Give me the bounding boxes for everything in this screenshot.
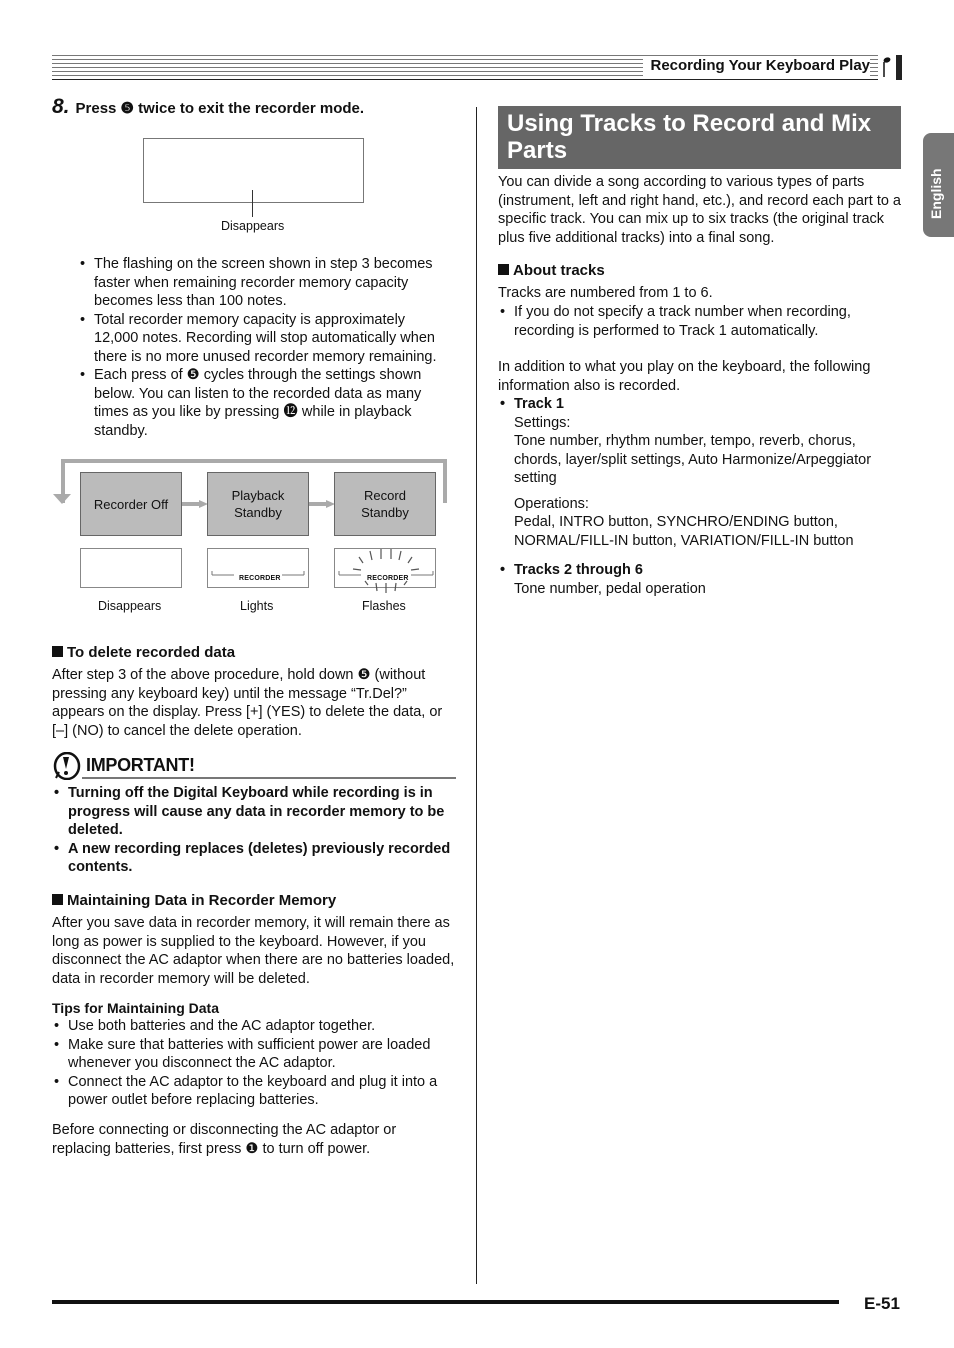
closing-paragraph: Before connecting or disconnecting the AC adaptor or replacing batteries, first press ❶ to turn off power. xyxy=(52,1122,397,1157)
track1-operations-label: Operations: xyxy=(514,495,589,512)
step-number: 8. xyxy=(52,95,70,118)
list-item: • Turning off the Digital Keyboard while recording is in progress will cause any data in recorder memory to be deleted. xyxy=(52,784,456,840)
delete-body: After step 3 of the above procedure, hold down ❺ (without pressing any keyboard key) until the message “Tr.Del?” appears on the display. Press [+] (YES) to delete the data, or [–] (NO) to cancel the delete operation. xyxy=(52,667,443,739)
flow-caption: Flashes xyxy=(362,599,406,613)
tracks26-title: • Tracks 2 through 6 xyxy=(500,562,643,578)
list-item: • Make sure that batteries with sufficient power are loaded whenever you disconnect the AC adaptor. xyxy=(52,1036,456,1073)
important-label: IMPORTANT! xyxy=(86,755,195,775)
list-item: • Each press of ❺ cycles through the settings shown below. You can listen to the recorded data as many times as you like by pressing ⓬ while in playback standby. xyxy=(78,366,450,440)
arrow-right-icon xyxy=(182,500,208,508)
callout-line xyxy=(252,190,253,217)
about-list xyxy=(498,303,902,340)
track1-block xyxy=(498,395,902,550)
lcd-off xyxy=(80,548,182,588)
maintain-body: After you save data in recorder memory, it will remain there as long as power is supplied to the keyboard. However, if you disconnect the AC adaptor when there are no batteries loaded, data in recorder memory will be deleted. xyxy=(52,915,455,987)
square-bullet-icon xyxy=(498,264,509,275)
list-item: • A new recording replaces (deletes) previously recorded contents. xyxy=(52,840,456,877)
important-list xyxy=(52,784,456,877)
step-8 xyxy=(52,95,365,119)
track1-operations: Pedal, INTRO button, SYNCHRO/ENDING button, NORMAL/FILL-IN button, VARIATION/FILL-IN button xyxy=(514,514,854,549)
tips-list xyxy=(52,1017,456,1110)
tracks26-block xyxy=(498,561,902,598)
about-heading: About tracks xyxy=(498,262,605,281)
tips-heading: Tips for Maintaining Data xyxy=(52,1000,219,1016)
important-rule xyxy=(82,777,456,779)
list-item: • Use both batteries and the AC adaptor together. xyxy=(52,1017,456,1036)
footer-rule xyxy=(52,1300,839,1304)
square-bullet-icon xyxy=(52,894,63,905)
track1-settings-label: Settings: xyxy=(514,414,571,431)
track1-title: • Track 1 xyxy=(500,396,564,412)
arrow-right-icon xyxy=(309,500,335,508)
square-bullet-icon xyxy=(52,646,63,657)
language-tab xyxy=(923,133,954,237)
lcd-lights xyxy=(207,548,309,588)
step-text: Press ❺ twice to exit the recorder mode. xyxy=(75,100,365,117)
flow-box-record-standby: Record Standby xyxy=(334,472,436,536)
flow-caption: Lights xyxy=(240,599,274,613)
list-item: • The flashing on the screen shown in step 3 becomes faster when remaining recorder memory capacity becomes less than 100 notes. xyxy=(78,255,450,311)
list-item: • Total recorder memory capacity is approximately 12,000 notes. Recording will stop automatically when there is no more unused recorder memory remaining. xyxy=(78,311,450,367)
flow-caption: Disappears xyxy=(98,599,162,613)
maintain-heading: Maintaining Data in Recorder Memory xyxy=(52,892,336,911)
addition-paragraph: In addition to what you play on the keyboard, the following information also is recorded. xyxy=(498,359,871,394)
about-line: Tracks are numbered from 1 to 6. xyxy=(498,285,713,301)
list-item: • If you do not specify a track number when recording, recording is performed to Track 1 automatically. xyxy=(498,303,902,340)
language-tab-label: English xyxy=(928,168,944,219)
track1-settings: Tone number, rhythm number, tempo, reverb, chorus, chords, layer/split settings, Auto Harmonize/Arpeggiator setting xyxy=(514,433,872,486)
lcd-caption: Disappears xyxy=(221,219,285,233)
list-item: • Connect the AC adaptor to the keyboard and plug it into a power outlet before replacing batteries. xyxy=(52,1073,456,1110)
notes-list xyxy=(78,255,450,440)
recorder-indicator: RECORDER xyxy=(367,575,409,582)
lcd-display xyxy=(143,138,364,203)
header-end-bar xyxy=(896,55,902,80)
flow-box-recorder-off: Recorder Off xyxy=(80,472,182,536)
intro-paragraph: You can divide a song according to various types of parts (instrument, left and right hand, etc.), and record each part to a specific track. You can mix up to six tracks (the original track plus five additional tracks) into a final song. xyxy=(498,174,901,246)
header-title: Recording Your Keyboard Play xyxy=(643,57,871,76)
recorder-indicator: RECORDER xyxy=(239,575,281,582)
column-divider xyxy=(476,107,477,1284)
page-number: E-51 xyxy=(864,1294,900,1313)
tracks26-desc: Tone number, pedal operation xyxy=(514,580,706,597)
section-banner: Using Tracks to Record and Mix Parts xyxy=(498,106,901,169)
flow-arrow-down-icon xyxy=(53,494,71,504)
delete-heading: To delete recorded data xyxy=(52,644,235,663)
flow-box-playback-standby: Playback Standby xyxy=(207,472,309,536)
warning-icon xyxy=(53,752,81,780)
lcd-flashes xyxy=(334,548,436,588)
